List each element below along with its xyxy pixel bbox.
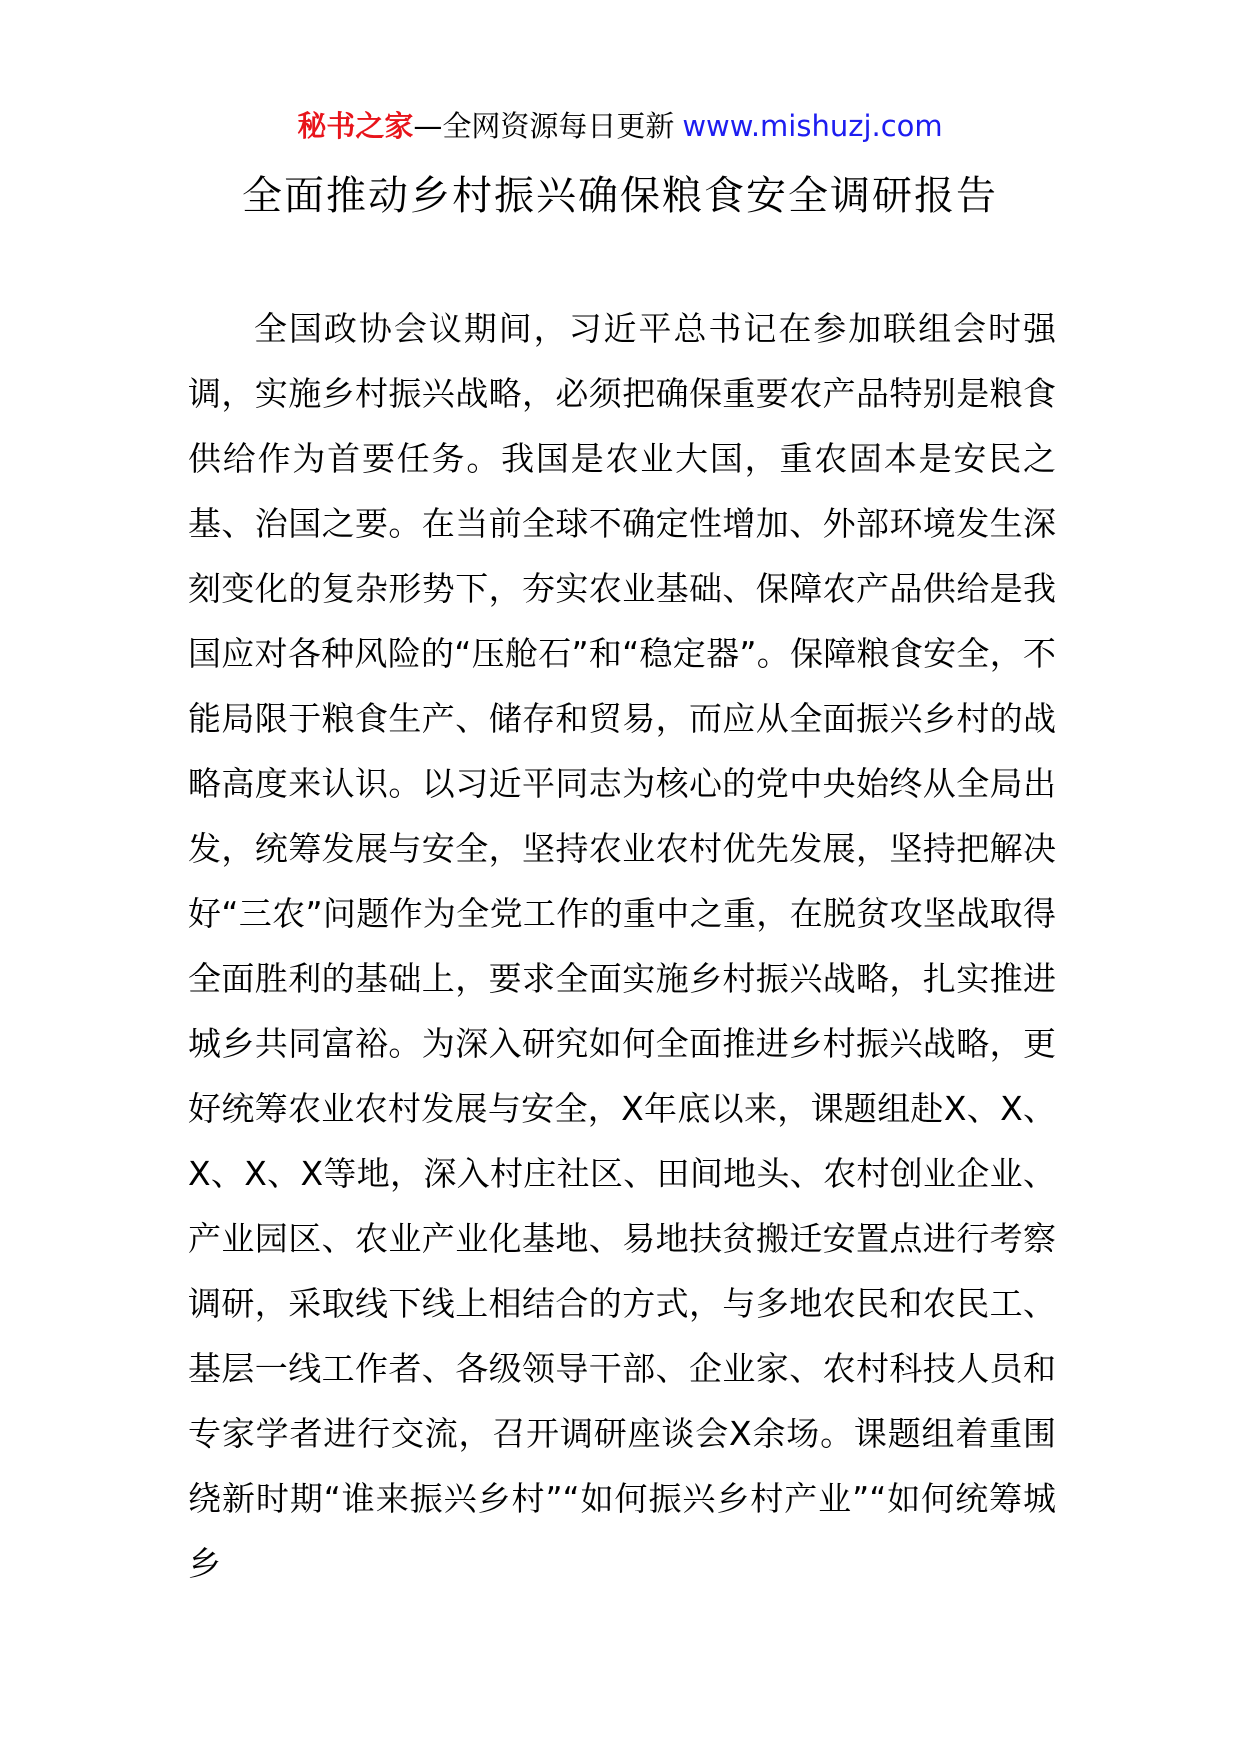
document-title: 全面推动乡村振兴确保粮食安全调研报告 [242, 173, 998, 219]
site-header [0, 104, 1240, 148]
body-paragraph: 全国政协会议期间，习近平总书记在参加联组会时强调，实施乡村振兴战略，必须把确保重要农产品特别是粮食供给作为首要任务。我国是农业大国，重农固本是安民之基、治国之要。在当前全球不确定性增加、外部环境发生深刻变化的复杂形势下，夯实农业基础、保障农产品供给是我国应对各种风险的“压舱石”和“稳定器”。保障粮食安全，不能局限于粮食生产、储存和贸易，而应从全面振兴乡村的战略高度来认识。以习近平同志为核心的党中央始终从全局出发，统筹发展与安全，坚持农业农村优先发展，坚持把解决好“三农”问题作为全党工作的重中之重，在脱贫攻坚战取得全面胜利的基础上，要求全面实施乡村振兴战略，扎实推进城乡共同富裕。为深入研究如何全面推进乡村振兴战略，更好统筹农业农村发展与安全，X年底以来，课题组赴X、X、X、X、X等地，深入村庄社区、田间地头、农村创业企业、产业园区、农业产业化基地、易地扶贫搬迁安置点进行考察调研，采取线下线上相结合的方式，与多地农民和农民工、基层一线工作者、各级领导干部、企业家、农村科技人员和专家学者进行交流，召开调研座谈会X余场。课题组着重围绕新时期“谁来振兴乡村”“如何振兴乡村产业”“如何统筹城乡 [188, 309, 1056, 1583]
site-slogan: —全网资源每日更新 [413, 109, 675, 143]
site-url-link[interactable]: www.mishuzj.com [682, 109, 943, 143]
site-brand: 秘书之家 [297, 109, 414, 143]
